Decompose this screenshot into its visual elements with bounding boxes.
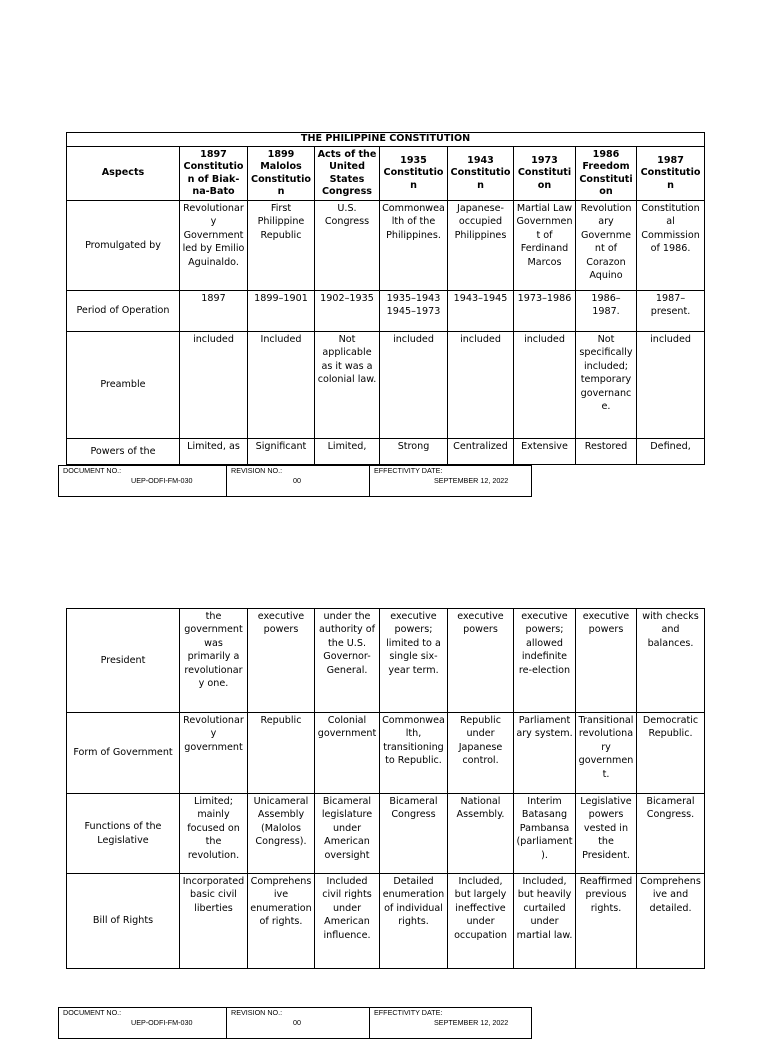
table-cell: Not applicable as it was a colonial law.: [315, 332, 380, 439]
table-cell: Interim Batasang Pambansa (parliament).: [514, 794, 576, 874]
document-number-cell: [59, 466, 227, 497]
table-row: [67, 794, 705, 874]
table-cell: Martial Law Government of Ferdinand Marcos: [514, 201, 576, 291]
table-cell: Not specifically included; temporary governance.: [576, 332, 637, 439]
table-cell: included: [180, 332, 248, 439]
table-cell: Japanese-occupied Philippines: [448, 201, 514, 291]
table-cell: Included: [248, 332, 315, 439]
column-header-1935: 1935 Constitution: [380, 147, 448, 201]
effectivity-date-cell: [370, 1008, 532, 1039]
table-cell: 1897: [180, 291, 248, 332]
table-cell: Included, but largely ineffective under occupation: [448, 874, 514, 969]
table-cell: executive powers: [576, 609, 637, 713]
column-header-us-acts: Acts of the United States Congress: [315, 147, 380, 201]
table-cell: Revolutionary government: [180, 713, 248, 794]
table-cell: Constitutional Commission of 1986.: [637, 201, 705, 291]
table-row: [67, 439, 705, 465]
table-row: [67, 201, 705, 291]
table-cell: Unicameral Assembly (Malolos Congress).: [248, 794, 315, 874]
column-header-1943: 1943 Constitution: [448, 147, 514, 201]
effectivity-date-value: SEPTEMBER 12, 2022: [434, 476, 509, 485]
table-cell: Bicameral legislature under American oversight: [315, 794, 380, 874]
table-cell: First Philippine Republic: [248, 201, 315, 291]
document-footer: [58, 1007, 532, 1039]
table-cell: with checks and balances.: [637, 609, 705, 713]
table-cell: Incorporated basic civil liberties: [180, 874, 248, 969]
table-row: [67, 874, 705, 969]
table-cell: executive powers: [448, 609, 514, 713]
row-aspect: President: [67, 609, 180, 713]
table-cell: included: [448, 332, 514, 439]
row-aspect: Preamble: [67, 332, 180, 439]
table-cell: 1899–1901: [248, 291, 315, 332]
table-cell: Transitional revolutionary government.: [576, 713, 637, 794]
table-cell: Bicameral Congress.: [637, 794, 705, 874]
effectivity-date-value: SEPTEMBER 12, 2022: [434, 1018, 509, 1027]
revision-number-value: 00: [293, 476, 301, 485]
document-number-label: DOCUMENT NO.:: [63, 466, 122, 475]
table-cell: Significant: [248, 439, 315, 465]
table-cell: Parliamentary system.: [514, 713, 576, 794]
table-cell: Colonial government: [315, 713, 380, 794]
row-aspect: Form of Government: [67, 713, 180, 794]
row-aspect: Bill of Rights: [67, 874, 180, 969]
column-header-aspects: Aspects: [67, 147, 180, 201]
row-aspect: Functions of the Legislative: [67, 794, 180, 874]
table-cell: 1986–1987.: [576, 291, 637, 332]
column-header-1987: 1987 Constitution: [637, 147, 705, 201]
table-cell: 1935–1943 1945–1973: [380, 291, 448, 332]
document-number-cell: [59, 1008, 227, 1039]
column-header-1899: 1899 Malolos Constitution: [248, 147, 315, 201]
table-cell: Included, but heavily curtailed under martial law.: [514, 874, 576, 969]
table-cell: Revolutionary Government of Corazon Aquino: [576, 201, 637, 291]
table-row: [67, 332, 705, 439]
effectivity-date-cell: [370, 466, 532, 497]
table-cell: Limited, as: [180, 439, 248, 465]
effectivity-date-label: EFFECTIVITY DATE:: [374, 466, 443, 475]
row-aspect: Period of Operation: [67, 291, 180, 332]
table-cell: included: [514, 332, 576, 439]
table-cell: 1943–1945: [448, 291, 514, 332]
table-cell: executive powers: [248, 609, 315, 713]
revision-number-cell: [227, 466, 370, 497]
table-row: [67, 713, 705, 794]
table-cell: U.S. Congress: [315, 201, 380, 291]
table-cell: 1973–1986: [514, 291, 576, 332]
revision-number-label: REVISION NO.:: [231, 1008, 283, 1017]
table-cell: Commonwealth, transitioning to Republic.: [380, 713, 448, 794]
table-cell: 1902–1935: [315, 291, 380, 332]
table-cell: Bicameral Congress: [380, 794, 448, 874]
header-row: [67, 147, 705, 201]
table-cell: included: [380, 332, 448, 439]
document-footer: [58, 465, 532, 497]
table-cell: Republic under Japanese control.: [448, 713, 514, 794]
revision-number-value: 00: [293, 1018, 301, 1027]
table-cell: Republic: [248, 713, 315, 794]
table-cell: 1987–present.: [637, 291, 705, 332]
revision-number-cell: [227, 1008, 370, 1039]
table-cell: executive powers; limited to a single six-year term.: [380, 609, 448, 713]
table-cell: the government was primarily a revolutionary one.: [180, 609, 248, 713]
revision-number-label: REVISION NO.:: [231, 466, 283, 475]
column-header-1973: 1973 Constitution: [514, 147, 576, 201]
table-cell: Detailed enumeration of individual rights.: [380, 874, 448, 969]
column-header-1986: 1986 Freedom Constitution: [576, 147, 637, 201]
table-cell: Legislative powers vested in the President.: [576, 794, 637, 874]
row-aspect: Promulgated by: [67, 201, 180, 291]
table-cell: Defined,: [637, 439, 705, 465]
document-number-label: DOCUMENT NO.:: [63, 1008, 122, 1017]
column-header-1897: 1897 Constitution of Biak-na-Bato: [180, 147, 248, 201]
table-cell: Democratic Republic.: [637, 713, 705, 794]
table-cell: Comprehensive enumeration of rights.: [248, 874, 315, 969]
table-cell: Revolutionary Government led by Emilio Aguinaldo.: [180, 201, 248, 291]
constitution-table-page-1: [66, 132, 705, 465]
table-cell: Centralized: [448, 439, 514, 465]
table-cell: National Assembly.: [448, 794, 514, 874]
table-cell: Included civil rights under American influence.: [315, 874, 380, 969]
table-cell: included: [637, 332, 705, 439]
table-cell: Reaffirmed previous rights.: [576, 874, 637, 969]
table-cell: Commonwealth of the Philippines.: [380, 201, 448, 291]
table-row: [67, 609, 705, 713]
table-cell: under the authority of the U.S. Governor-General.: [315, 609, 380, 713]
table-cell: Limited; mainly focused on the revolution.: [180, 794, 248, 874]
row-aspect: Powers of the: [67, 439, 180, 465]
table-cell: Limited,: [315, 439, 380, 465]
effectivity-date-label: EFFECTIVITY DATE:: [374, 1008, 443, 1017]
table-cell: Extensive: [514, 439, 576, 465]
document-number-value: UEP-ODFI-FM-030: [131, 1018, 193, 1027]
table-cell: Strong: [380, 439, 448, 465]
constitution-table-page-2: [66, 608, 705, 969]
table-cell: Comprehensive and detailed.: [637, 874, 705, 969]
table-row: [67, 291, 705, 332]
table-cell: Restored: [576, 439, 637, 465]
document-number-value: UEP-ODFI-FM-030: [131, 476, 193, 485]
table-title: THE PHILIPPINE CONSTITUTION: [67, 133, 705, 147]
table-cell: executive powers; allowed indefinite re-election: [514, 609, 576, 713]
